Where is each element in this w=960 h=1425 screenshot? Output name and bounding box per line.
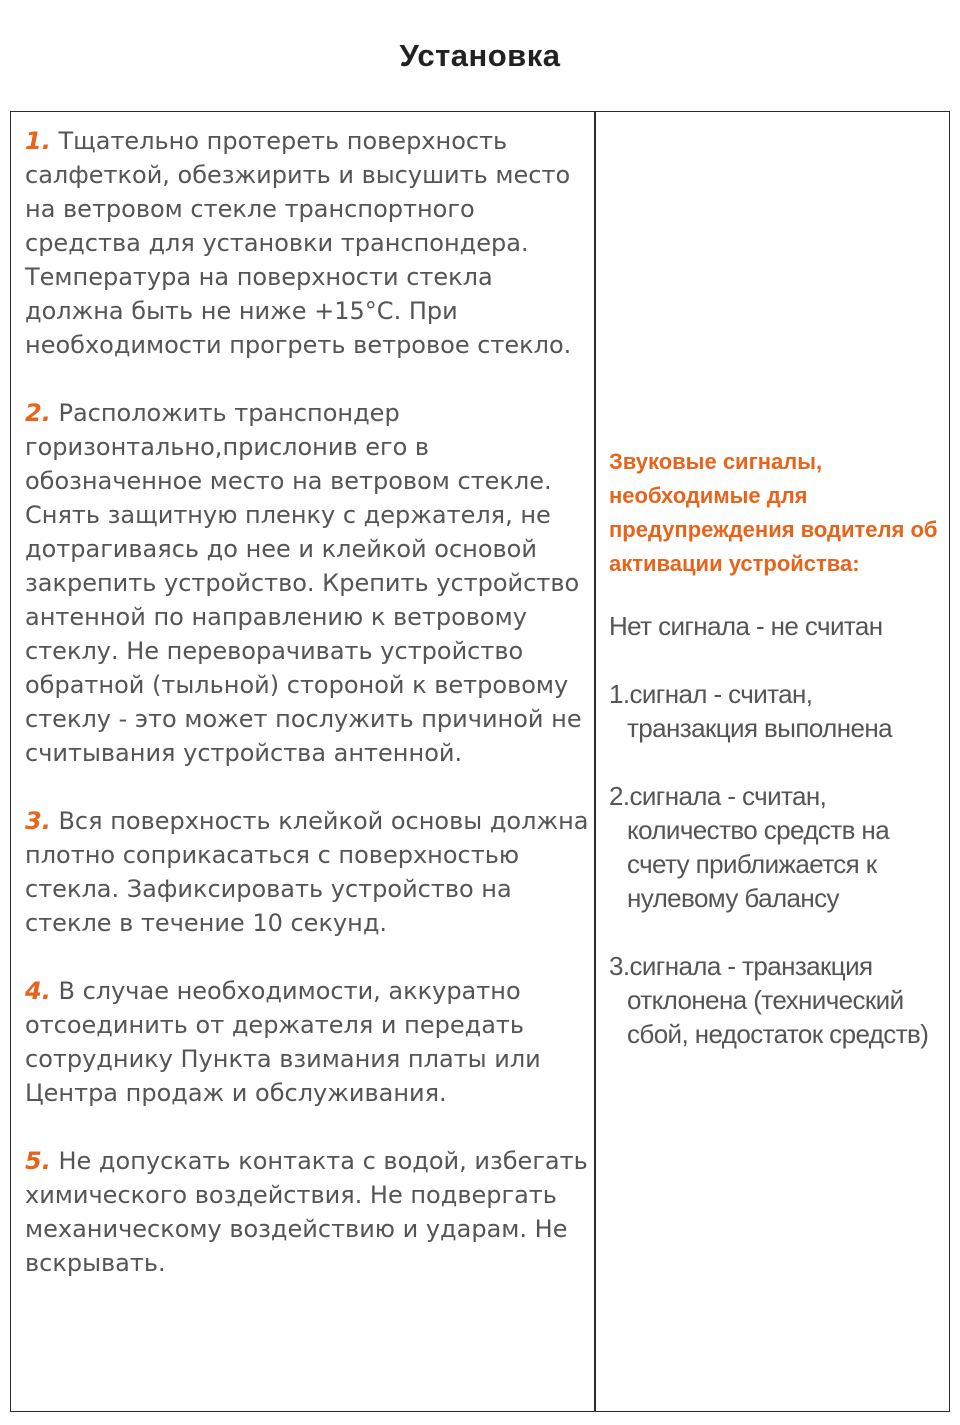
step-number: 2. xyxy=(25,399,51,427)
step-number: 1. xyxy=(25,127,51,155)
step-text: Не допускать контакта с водой, избегать химического воздействия. Не подвергать механическому воздействию и ударам. Не вскрывать. xyxy=(25,1147,588,1277)
signal-item-2 xyxy=(609,779,944,915)
step-text: Вся поверхность клейкой основы должна плотно соприкасаться с поверхностью стекла. Зафиксировать устройство на стекле в течение 10 секунд. xyxy=(25,807,589,937)
sound-signals-panel xyxy=(609,445,944,1085)
step-1 xyxy=(25,124,591,362)
step-text: В случае необходимости, аккуратно отсоединить от держателя и передать сотруднику Пункта взимания платы или Центра продаж и обслуживания. xyxy=(25,977,541,1107)
step-text: Тщательно протереть поверхность салфеткой, обезжирить и высушить место на ветровом стекле транспортного средства для установки транспондера. Температура на поверхности стекла должна быть не ниже +15°С. При необходимости прогреть ветровое стекло. xyxy=(25,127,572,359)
step-text: Расположить транспондер горизонтально,прислонив его в обозначенное место на ветровом стекле. Снять защитную пленку с держателя, не дотрагиваясь до нее и клейкой основой закрепить устройство. Крепить устройство антенной по направлению к ветровому стеклу. Не переворачивать устройство обратной (тыльной) стороной к ветровому стеклу - это может послужить причиной не считывания устройства антенной. xyxy=(25,399,582,767)
page-title: Установка xyxy=(399,38,561,73)
installation-steps xyxy=(25,124,591,1314)
signal-label: Нет сигнала - не считан xyxy=(609,611,883,641)
signal-detail: транзакция выполнена xyxy=(627,713,892,743)
signal-label: 2.сигнала - считан, xyxy=(609,781,827,811)
step-number: 4. xyxy=(25,977,51,1005)
step-2 xyxy=(25,396,591,770)
step-3 xyxy=(25,804,591,940)
step-number: 3. xyxy=(25,807,51,835)
signal-item-1 xyxy=(609,677,944,745)
signal-item-none xyxy=(609,609,944,643)
step-5 xyxy=(25,1144,591,1280)
signal-item-3 xyxy=(609,949,944,1051)
signal-label: 3.сигнала - транзакция xyxy=(609,951,873,981)
signal-detail: количество средств на счету приближается к нулевому балансу xyxy=(627,815,890,913)
signal-label: 1.сигнал - считан, xyxy=(609,679,813,709)
signal-detail: отклонена (технический сбой, недостаток средств) xyxy=(627,985,929,1049)
instructions-table xyxy=(10,111,950,1412)
step-4 xyxy=(25,974,591,1110)
column-divider xyxy=(594,112,596,1411)
signals-heading: Звуковые сигналы, необходимые для предупреждения водителя об активации устройства: xyxy=(609,449,938,576)
step-number: 5. xyxy=(25,1147,51,1175)
